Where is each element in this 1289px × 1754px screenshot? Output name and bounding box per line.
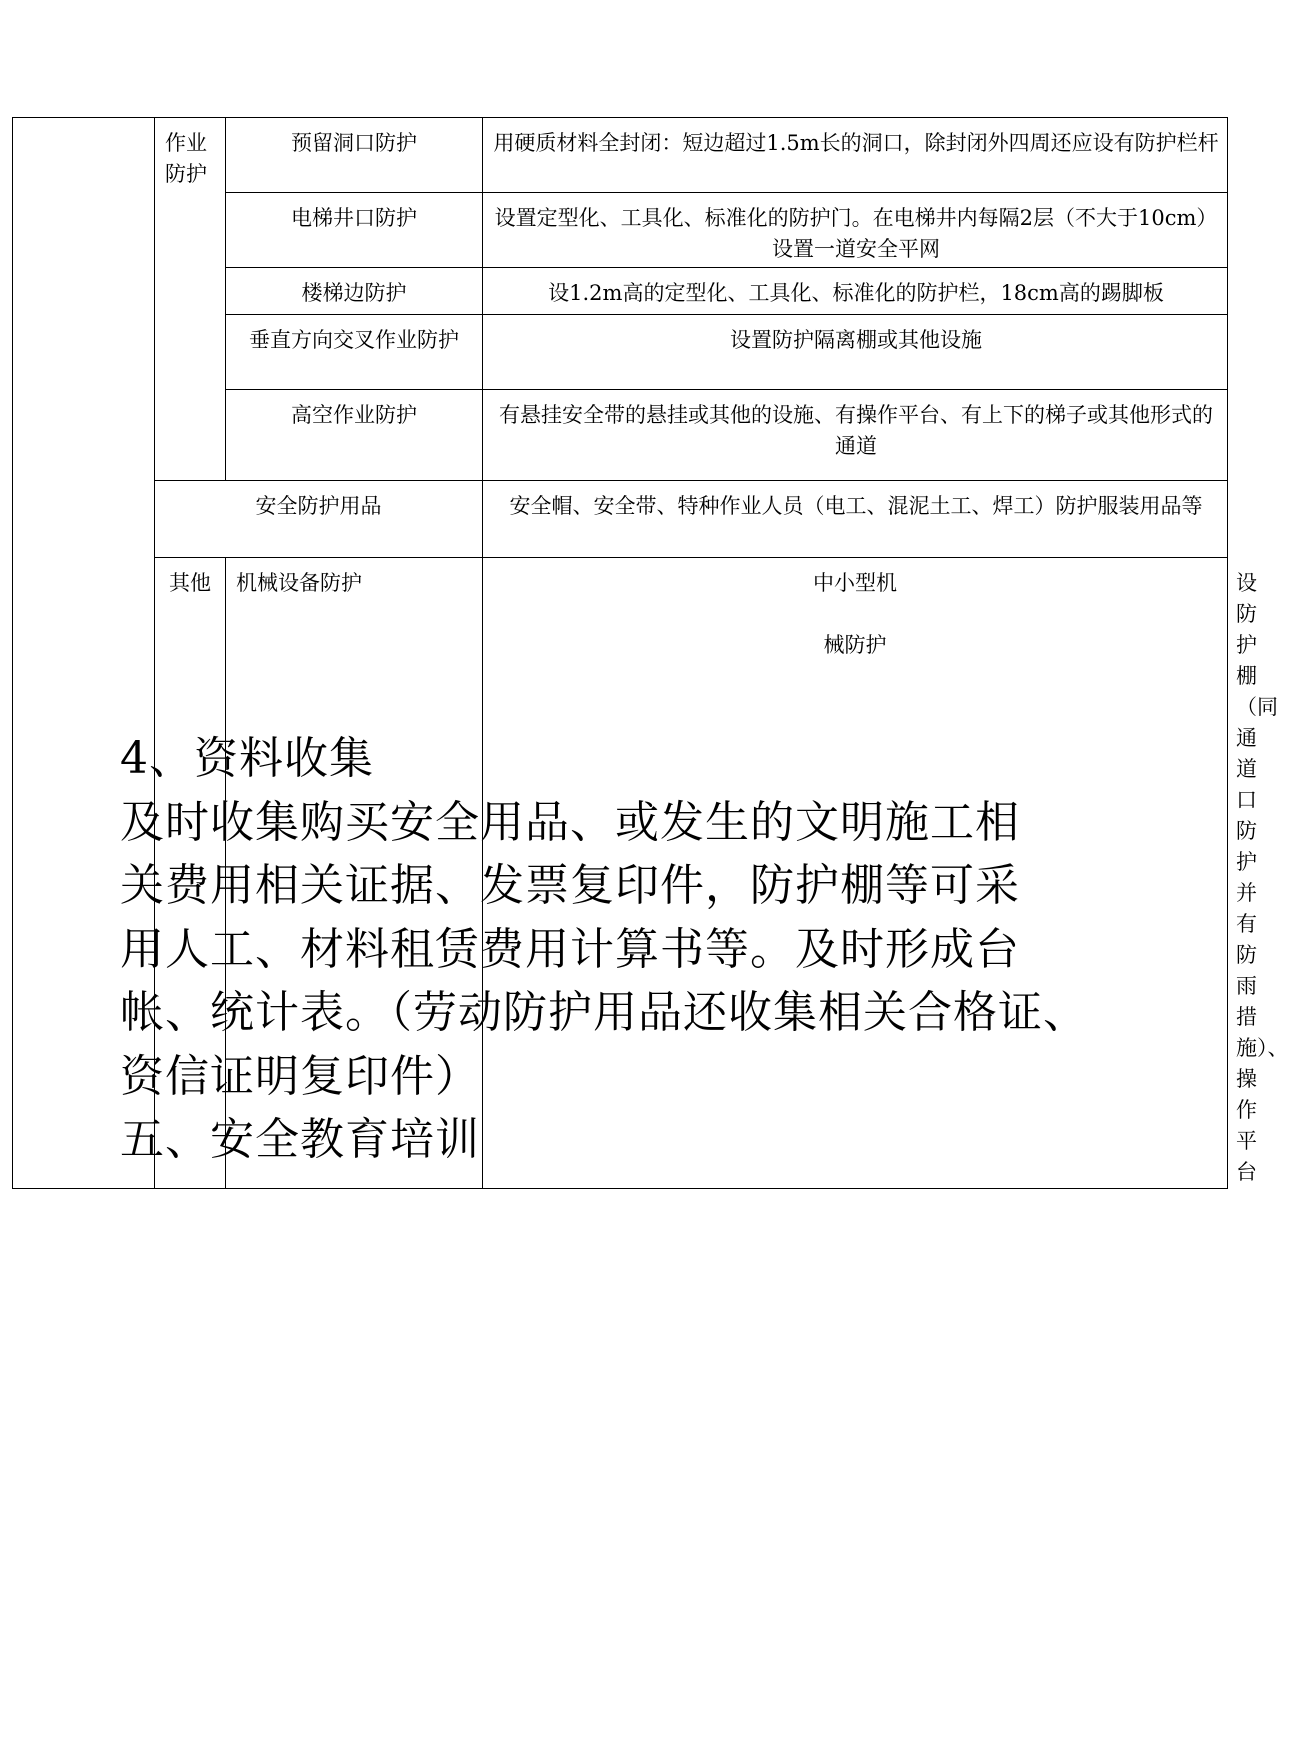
body-text (120, 727, 1140, 1172)
other-item-line1: 中小型机 (813, 571, 897, 595)
other-category-cell: 其他 (155, 558, 226, 1189)
section-heading: 4、资料收集 (120, 733, 374, 784)
paragraph-line: 关费用相关证据、发票复印件，防护棚等可采 (120, 860, 1020, 911)
item-cell: 高空作业防护 (226, 390, 483, 481)
desc-cell: 设置防护隔离棚或其他设施 (483, 315, 1228, 390)
paragraph-line: 帐、统计表。（劳动防护用品还收集相关合格证、 (120, 987, 1088, 1038)
section-title: 五、安全教育培训 (120, 1114, 480, 1165)
desc-cell: 设1.2m高的定型化、工具化、标准化的防护栏，18cm高的踢脚板 (483, 268, 1228, 315)
other-subcategory-cell: 机械设备防护 (226, 558, 483, 1189)
paragraph-line: 及时收集购买安全用品、或发生的文明施工相 (120, 796, 1020, 848)
paragraph-line: 资信证明复印件） (120, 1050, 480, 1102)
table-row (13, 118, 1228, 193)
table-row (13, 481, 1228, 558)
item-cell: 垂直方向交叉作业防护 (226, 315, 483, 390)
ppe-desc-cell: 安全帽、安全带、特种作业人员（电工、混泥土工、焊工）防护服装用品等 (483, 481, 1228, 558)
table-row: 其他 机械设备防护 中小型机 械防护 设防护棚（同通道口防护并有防雨措施）、操作平台 (13, 558, 1228, 1189)
desc-cell: 设置定型化、工具化、标准化的防护门。在电梯井内每隔2层（不大于10cm）设置一道安全平网 (483, 193, 1228, 268)
other-item-line2: 械防护 (823, 633, 887, 657)
ppe-item-cell: 安全防护用品 (155, 481, 483, 558)
group-label-cell: 作业防护 (155, 118, 226, 481)
item-cell: 电梯井口防护 (226, 193, 483, 268)
item-cell: 预留洞口防护 (226, 118, 483, 193)
item-cell: 楼梯边防护 (226, 268, 483, 315)
desc-cell: 有悬挂安全带的悬挂或其他的设施、有操作平台、有上下的梯子或其他形式的通道 (483, 390, 1228, 481)
paragraph-line: 用人工、材料租赁费用计算书等。及时形成台 (120, 923, 1020, 975)
desc-cell: 用硬质材料全封闭：短边超过1.5m长的洞口，除封闭外四周还应设有防护栏杆 (483, 118, 1228, 193)
